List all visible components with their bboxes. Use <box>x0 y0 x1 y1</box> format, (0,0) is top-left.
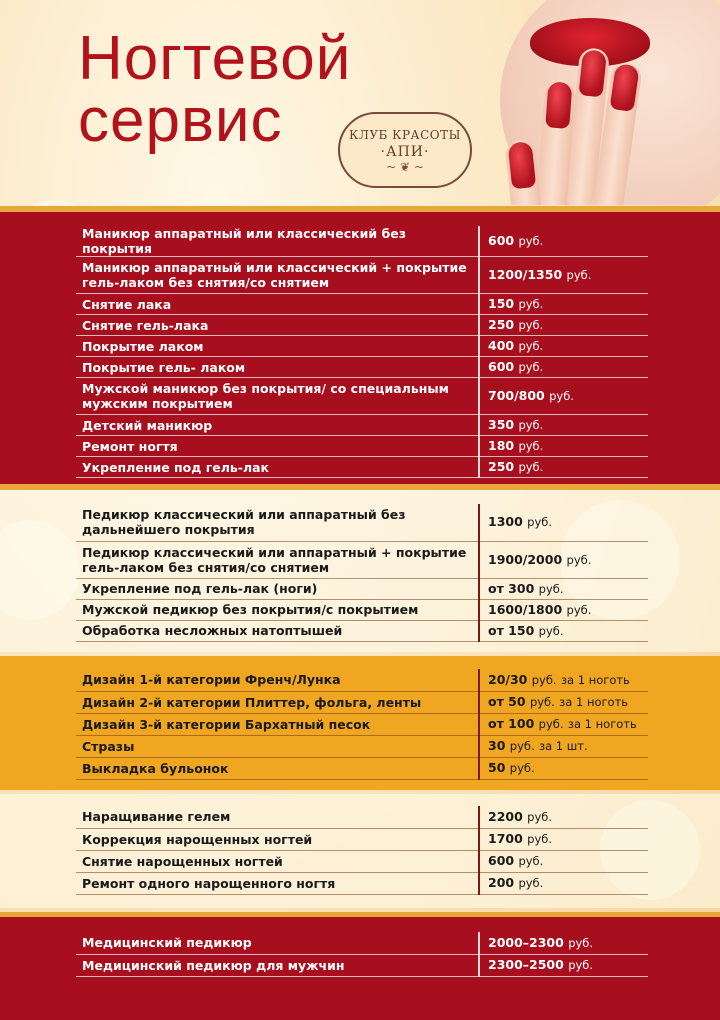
service-price <box>479 620 648 641</box>
price-note: за 1 ноготь <box>567 717 637 731</box>
nail-shape <box>578 49 607 97</box>
price-row <box>76 932 648 954</box>
price-currency: руб. <box>531 672 557 687</box>
price-amount: 600 <box>488 853 515 868</box>
service-price <box>479 872 648 894</box>
service-price <box>479 757 648 779</box>
price-amount: от 100 <box>488 716 535 731</box>
price-amount: 200 <box>488 875 515 890</box>
logo-line-2: ·АПИ· <box>380 144 430 160</box>
service-name: Покрытие лаком <box>82 338 204 354</box>
title-line-1: Ногтевой <box>78 24 352 93</box>
service-name: Выкладка бульонок <box>82 760 229 776</box>
price-currency: руб. <box>566 602 592 617</box>
service-name: Мужской педикюр без покрытия/с покрытием <box>82 602 419 617</box>
price-currency: руб. <box>527 809 553 824</box>
service-price <box>479 294 648 315</box>
price-row <box>76 315 648 336</box>
price-currency: руб. <box>566 268 592 282</box>
title-line-2: сервис <box>78 86 283 155</box>
club-logo <box>338 112 472 188</box>
service-price <box>479 336 648 357</box>
price-amount: 1600/1800 <box>488 601 563 617</box>
service-price <box>479 806 648 828</box>
service-price <box>479 713 648 735</box>
price-amount: 1200/1350 <box>488 267 563 282</box>
price-row <box>76 691 648 713</box>
price-amount: от 50 <box>488 694 526 709</box>
price-currency: руб. <box>518 318 544 332</box>
service-name: Стразы <box>82 738 135 754</box>
logo-ornament: ~ ❦ ~ <box>386 160 424 174</box>
price-currency: руб. <box>568 935 594 950</box>
service-name: Маникюр аппаратный или классический + покрытие гель-лаком без снятия/со снятием <box>82 260 467 290</box>
price-amount: 2000–2300 <box>488 934 564 950</box>
service-price <box>479 378 648 415</box>
price-currency: руб. <box>518 854 544 868</box>
price-amount: 1300 <box>488 514 523 530</box>
extension-price-table <box>76 806 648 895</box>
price-amount: 150 <box>488 296 515 311</box>
service-price <box>479 691 648 713</box>
price-row <box>76 850 648 872</box>
price-amount: 250 <box>488 459 515 474</box>
price-row <box>76 872 648 894</box>
service-price <box>479 850 648 872</box>
service-price <box>479 954 648 976</box>
service-name: Коррекция нарощенных ногтей <box>82 831 313 847</box>
price-row <box>76 436 648 457</box>
price-row <box>76 415 648 436</box>
price-amount: 600 <box>488 359 515 374</box>
service-price <box>479 599 648 620</box>
service-name: Наращивание гелем <box>82 809 231 825</box>
service-price <box>479 357 648 378</box>
price-row <box>76 757 648 779</box>
price-row <box>76 620 648 641</box>
price-amount: 2300–2500 <box>488 957 564 972</box>
service-price <box>479 457 648 478</box>
price-currency: руб. <box>518 439 544 453</box>
price-currency: руб. <box>509 739 535 753</box>
lips-hand-photo <box>480 0 720 205</box>
price-row <box>76 457 648 478</box>
price-amount: 600 <box>488 233 515 248</box>
price-amount: от 150 <box>488 622 535 638</box>
price-currency: руб. <box>538 581 564 596</box>
price-row <box>76 669 648 691</box>
price-row <box>76 578 648 599</box>
service-price <box>479 735 648 757</box>
price-row <box>76 806 648 828</box>
price-row <box>76 504 648 541</box>
price-row <box>76 294 648 315</box>
price-note: за 1 ноготь <box>559 695 629 709</box>
price-row <box>76 378 648 415</box>
service-price <box>479 257 648 294</box>
price-amount: 250 <box>488 317 515 332</box>
price-currency: руб. <box>568 958 594 972</box>
price-row <box>76 599 648 620</box>
service-name: Дизайн 3-й категории Бархатный песок <box>82 716 371 732</box>
medical-price-table <box>76 932 648 977</box>
price-amount: 50 <box>488 760 506 775</box>
service-name: Покрытие гель- лаком <box>82 359 246 375</box>
design-price-table <box>76 669 648 780</box>
price-amount: от 300 <box>488 580 535 596</box>
page-title <box>78 24 352 155</box>
price-amount: 20/30 <box>488 671 528 687</box>
service-name: Мужской маникюр без покрытия/ со специальным мужским покрытием <box>82 381 449 411</box>
service-name: Снятие гель-лака <box>82 317 209 333</box>
price-currency: руб. <box>518 297 544 311</box>
service-price <box>479 932 648 954</box>
price-row <box>76 713 648 735</box>
price-amount: 350 <box>488 417 515 432</box>
price-currency: руб. <box>509 761 535 775</box>
price-amount: 2200 <box>488 808 523 824</box>
price-row <box>76 954 648 976</box>
price-currency: руб. <box>518 234 544 248</box>
service-price <box>479 436 648 457</box>
logo-line-1: КЛУБ КРАСОТЫ <box>349 128 461 142</box>
service-name: Медицинский педикюр <box>82 935 252 951</box>
price-amount: 700/800 <box>488 388 545 403</box>
nail-shape <box>508 141 537 189</box>
price-amount: 30 <box>488 738 506 753</box>
service-price <box>479 541 648 578</box>
price-row <box>76 541 648 578</box>
service-name: Ремонт одного нарощенного ногтя <box>82 875 336 891</box>
price-note: за 1 шт. <box>538 739 588 753</box>
price-currency: руб. <box>529 695 555 709</box>
service-price <box>479 578 648 599</box>
manicure-price-table <box>76 226 648 478</box>
price-row <box>76 357 648 378</box>
price-currency: руб. <box>518 360 544 374</box>
service-name: Ремонт ногтя <box>82 438 178 454</box>
nail-shape <box>610 63 640 112</box>
pedicure-price-table <box>76 504 648 642</box>
service-name: Педикюр классический или аппаратный без дальнейшего покрытия <box>82 507 406 538</box>
service-name: Снятие лака <box>82 296 172 312</box>
service-name: Укрепление под гель-лак <box>82 459 270 475</box>
service-name: Детский маникюр <box>82 417 213 433</box>
price-row <box>76 735 648 757</box>
service-name: Дизайн 1-й категории Френч/Лунка <box>82 672 341 688</box>
service-price <box>479 315 648 336</box>
price-row <box>76 336 648 357</box>
price-currency: руб. <box>549 389 574 403</box>
price-note: за 1 ноготь <box>560 672 630 687</box>
price-row <box>76 828 648 850</box>
price-currency: руб. <box>538 717 564 731</box>
service-price <box>479 226 648 257</box>
price-currency: руб. <box>527 832 553 846</box>
service-name: Укрепление под гель-лак (ноги) <box>82 581 318 596</box>
service-name: Обработка несложных натоптышей <box>82 623 343 638</box>
price-amount: 180 <box>488 438 515 453</box>
service-price <box>479 415 648 436</box>
price-currency: руб. <box>566 552 592 567</box>
nail-shape <box>545 81 572 129</box>
service-price <box>479 828 648 850</box>
price-amount: 400 <box>488 338 515 353</box>
service-name: Маникюр аппаратный или классический без покрытия <box>82 226 406 256</box>
service-name: Дизайн 2-й категории Плиттер, фольга, ленты <box>82 694 422 710</box>
service-price <box>479 669 648 691</box>
price-currency: руб. <box>518 876 544 890</box>
service-name: Медицинский педикюр для мужчин <box>82 957 345 973</box>
price-amount: 1900/2000 <box>488 551 563 567</box>
price-currency: руб. <box>518 418 544 432</box>
service-name: Педикюр классический или аппаратный + покрытие гель-лаком без снятия/со снятием <box>82 544 467 575</box>
price-amount: 1700 <box>488 831 523 846</box>
price-row <box>76 257 648 294</box>
service-name: Снятие нарощенных ногтей <box>82 853 283 869</box>
price-currency: руб. <box>518 339 544 353</box>
service-price <box>479 504 648 541</box>
price-row <box>76 226 648 257</box>
price-currency: руб. <box>538 623 564 638</box>
price-currency: руб. <box>527 515 553 530</box>
price-currency: руб. <box>518 460 544 474</box>
